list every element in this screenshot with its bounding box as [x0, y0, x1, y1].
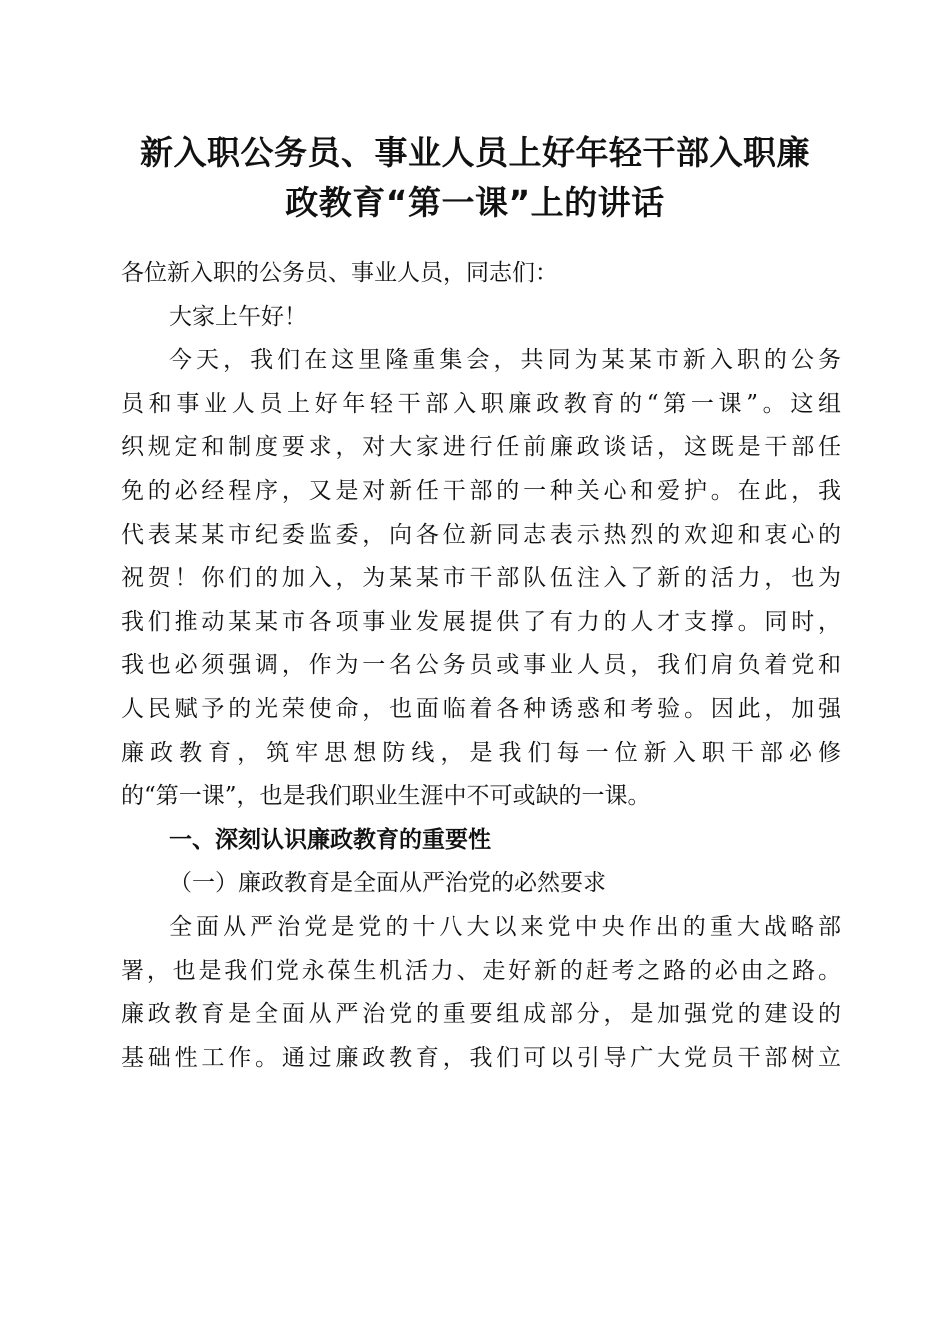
subsection-heading: （一）廉政教育是全面从严治党的必然要求: [169, 870, 606, 897]
paragraph-line: 代表某某市纪委监委，向各位新同志表示热烈的欢迎和衷心的: [121, 521, 841, 548]
salutation: 各位新入职的公务员、事业人员，同志们：: [121, 260, 558, 286]
paragraph-line: 我也必须强调，作为一名公务员或事业人员，我们肩负着党和: [121, 652, 841, 679]
paragraph-1: [121, 339, 841, 819]
paragraph-line: 员和事业人员上好年轻干部入职廉政教育的“第一课”。这组: [121, 390, 841, 417]
document-body: [121, 252, 841, 1080]
paragraph-line: 署，也是我们党永葆生机活力、走好新的赶考之路的必由之路。: [121, 957, 841, 984]
title-line-2: 政教育“第一课”上的讲话: [285, 183, 665, 222]
paragraph-line: 我们推动某某市各项事业发展提供了有力的人才支撑。同时，: [121, 608, 841, 635]
title-line-1: 新入职公务员、事业人员上好年轻干部入职廉: [140, 133, 810, 172]
section-heading: 一、深刻认识廉政教育的重要性: [169, 826, 491, 853]
paragraph-line: 祝贺！你们的加入，为某某市干部队伍注入了新的活力，也为: [121, 565, 841, 592]
paragraph-line: 今天，我们在这里隆重集会，共同为某某市新入职的公务: [169, 347, 841, 374]
paragraph-2: [121, 906, 841, 1080]
paragraph-line: 全面从严治党是党的十八大以来党中央作出的重大战略部: [169, 913, 841, 940]
paragraph-line: 织规定和制度要求，对大家进行任前廉政谈话，这既是干部任: [121, 434, 841, 461]
paragraph-line: 廉政教育，筑牢思想防线，是我们每一位新入职干部必修: [121, 739, 841, 766]
paragraph-line: 的“第一课”，也是我们职业生涯中不可或缺的一课。: [121, 783, 651, 810]
greeting: 大家上午好！: [169, 303, 307, 330]
paragraph-line: 廉政教育是全面从严治党的重要组成部分，是加强党的建设的: [121, 1001, 841, 1028]
paragraph-line: 基础性工作。通过廉政教育，我们可以引导广大党员干部树立: [121, 1044, 841, 1071]
paragraph-line: 人民赋予的光荣使命，也面临着各种诱惑和考验。因此，加强: [121, 695, 841, 722]
paragraph-line: 免的必经程序，又是对新任干部的一种关心和爱护。在此，我: [121, 477, 841, 504]
document-title: [100, 128, 850, 228]
